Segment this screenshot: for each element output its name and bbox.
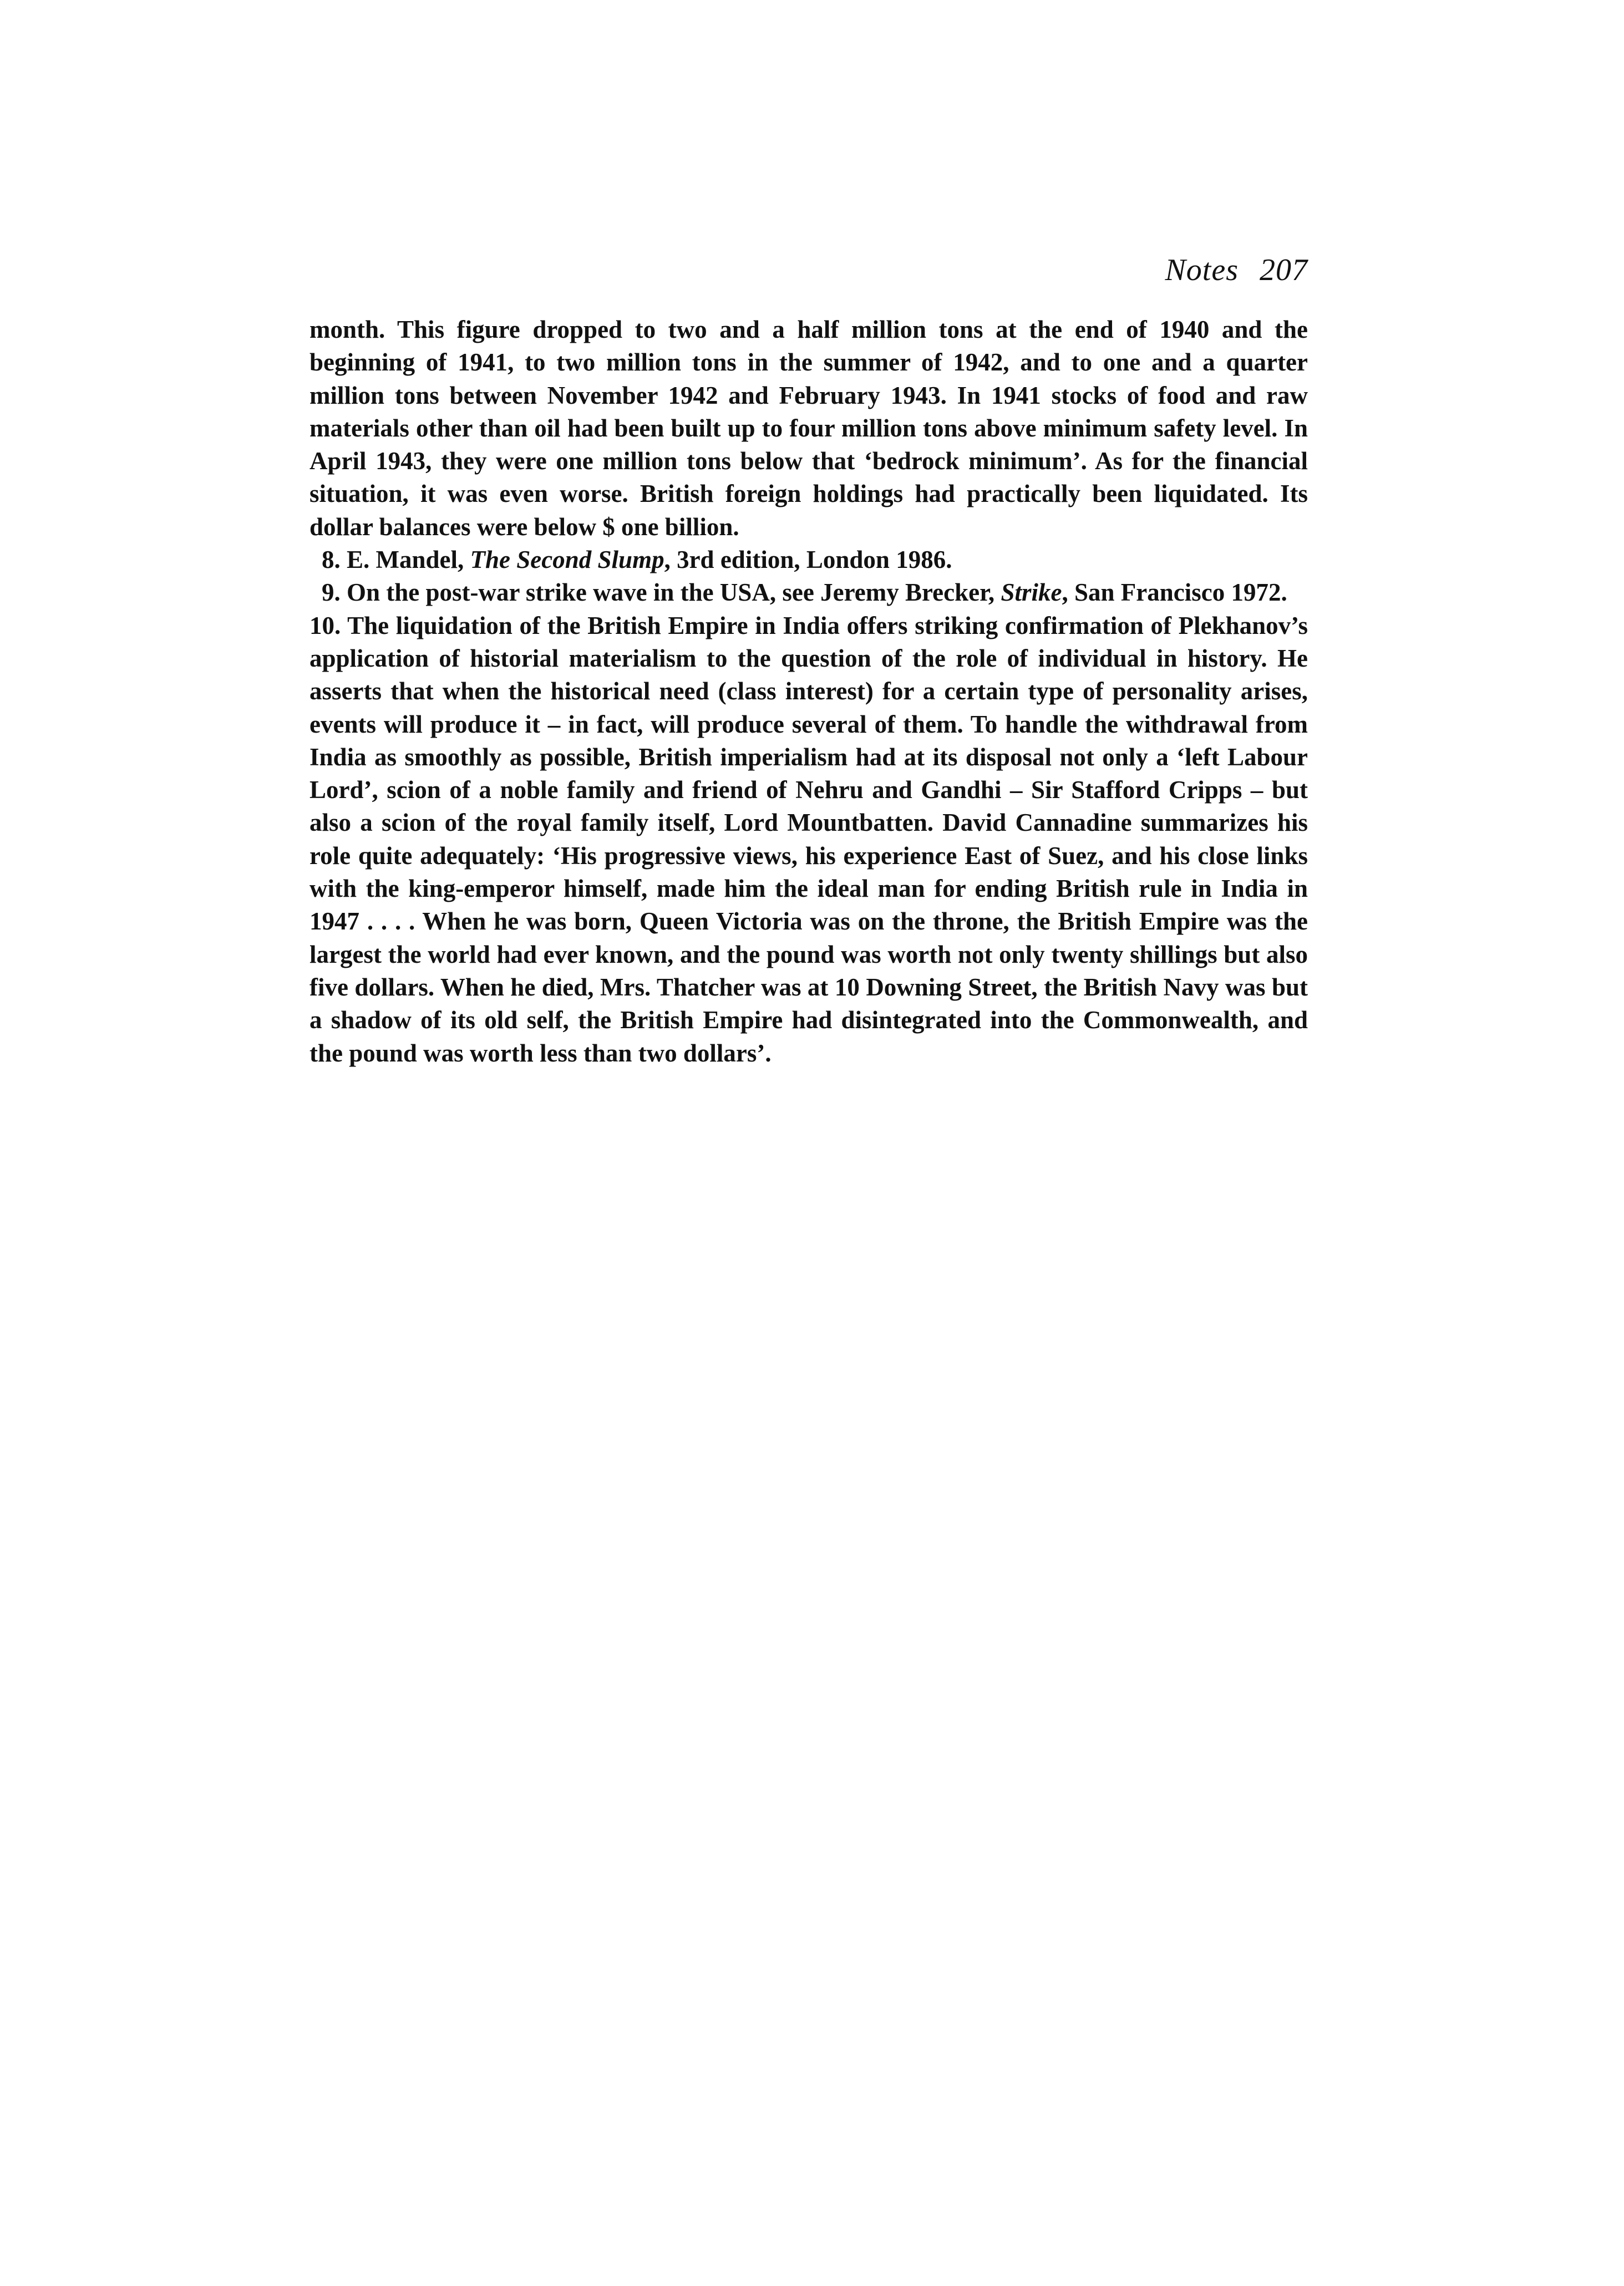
note-10	[309, 609, 1308, 1070]
page-number: 207	[1260, 253, 1308, 287]
note-8-number: 8.	[322, 546, 341, 574]
note-8	[309, 543, 1308, 576]
note-8-title: The Second Slump	[470, 546, 664, 574]
note-9-number: 9.	[322, 578, 341, 607]
note-10-text: The liquidation of the British Empire in India offers striking confirmation of Plekhanov’s application of historial materialism to the question of the role of individual in history. He asserts that when the historical need (class interest) for a certain type of personality arises, events will produce it – in fact, will produce several of them. To handle the withdrawal from India as smoothly as possible, British imperialism had at its disposal not only a ‘left Labour Lord’, scion of a noble family and friend of Nehru and Gandhi – Sir Stafford Cripps – but also a scion of the royal family itself, Lord Mountbatten. David Cannadine summarizes his role quite adequately: ‘His progressive views, his experience East of Suez, and his close links with the king-emperor himself, made him the ideal man for ending British rule in India in 1947 . . . . When he was born, Queen Victoria was on the throne, the British Empire was the largest the world had ever known, and the pound was worth not only twenty shillings but also five dollars. When he died, Mrs. Thatcher was at 10 Downing Street, the British Navy was but a shadow of its old self, the British Empire had disintegrated into the Commonwealth, and the pound was worth less than two dollars’.	[309, 611, 1308, 1067]
note-10-number: 10.	[309, 611, 341, 639]
note-continuation: month. This figure dropped to two and a half million tons at the end of 1940 and the beginning of 1941, to two million tons in the summer of 1942, and to one and a quarter million tons between November 1942 and February 1943. In 1941 stocks of food and raw materials other than oil had been built up to four million tons above minimum safety level. In April 1943, they were one million tons below that ‘bedrock minimum’. As for the financial situation, it was even worse. British foreign holdings had practically been liquidated. Its dollar balances were below $ one billion.	[309, 316, 1308, 541]
running-head	[1165, 252, 1308, 288]
endnotes-text	[309, 313, 1308, 1070]
note-9-text-before: On the post-war strike wave in the USA, see Jeremy Brecker,	[347, 578, 1001, 607]
running-head-title: Notes	[1165, 253, 1239, 287]
note-9	[309, 576, 1308, 609]
note-8-text-before: E. Mandel,	[347, 546, 470, 574]
note-8-text-after: , 3rd edition, London 1986.	[664, 546, 952, 574]
note-9-text-after: , San Francisco 1972.	[1062, 578, 1287, 607]
note-9-title: Strike	[1001, 578, 1062, 607]
